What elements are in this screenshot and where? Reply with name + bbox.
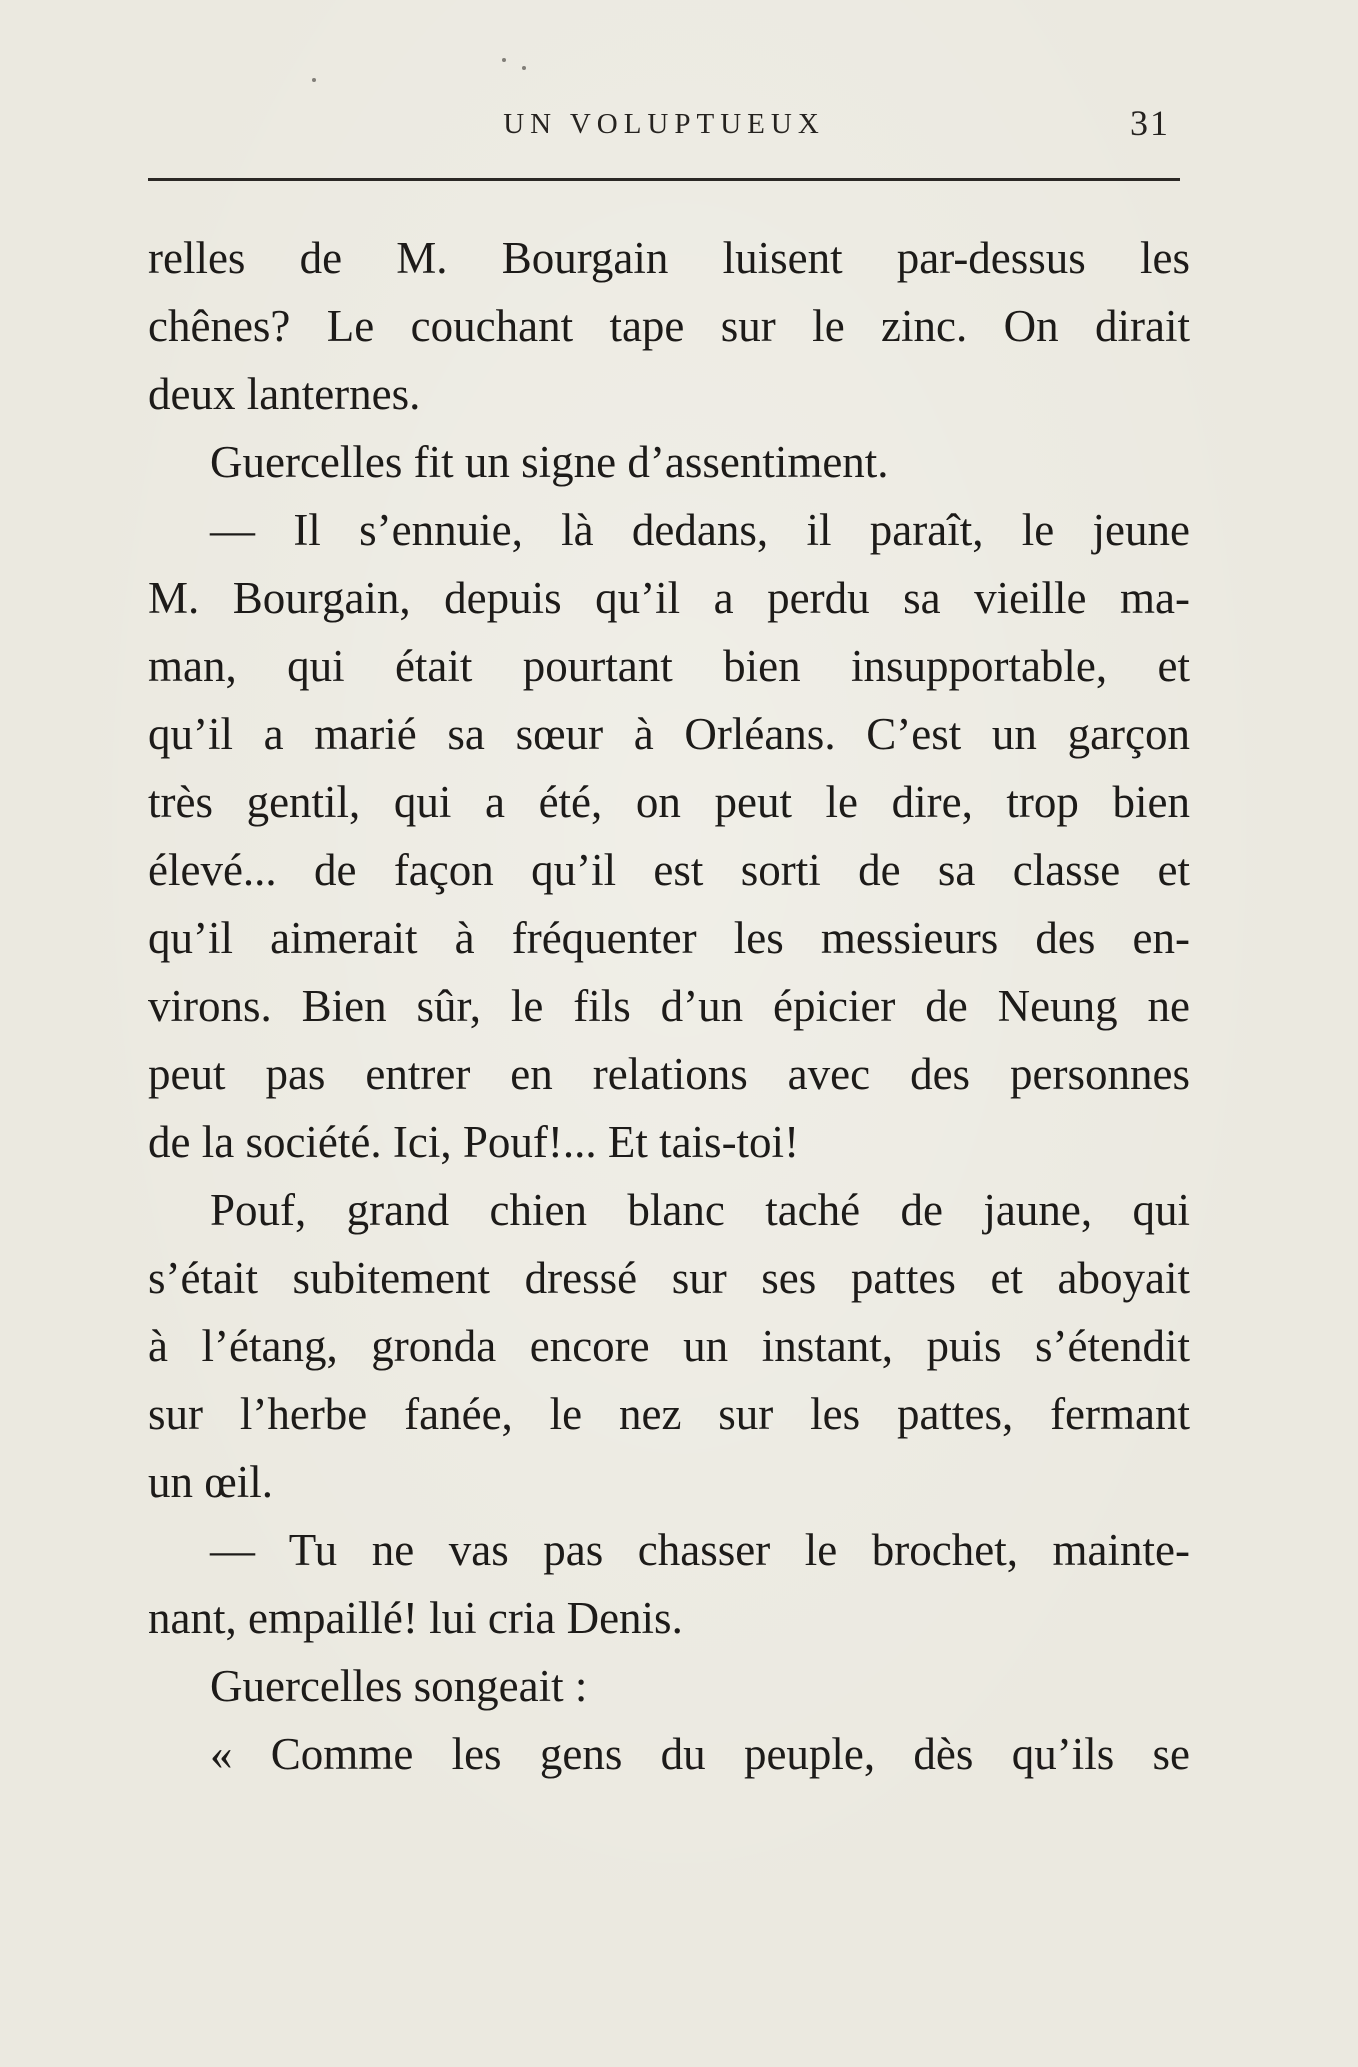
running-title: UN VOLUPTUEUX xyxy=(503,108,825,140)
text-line: de la société. Ici, Pouf!... Et tais-toi! xyxy=(148,1117,800,1167)
text-line: Guercelles songeait : xyxy=(210,1661,588,1711)
text-line: peut pas entrer en relations avec des personnes xyxy=(148,1049,1190,1099)
text-line: qu’il aimerait à fréquenter les messieurs des en- xyxy=(148,913,1190,963)
body-text xyxy=(148,224,1190,1788)
page-header xyxy=(148,100,1180,160)
ink-speck xyxy=(502,58,506,62)
text-line: « Comme les gens du peuple, dès qu’ils se xyxy=(210,1729,1190,1779)
ink-speck xyxy=(522,66,526,70)
text-line: Guercelles fit un signe d’assentiment. xyxy=(210,437,889,487)
text-line: s’était subitement dressé sur ses pattes et aboyait xyxy=(148,1253,1190,1303)
text-line: — Tu ne vas pas chasser le brochet, mainte- xyxy=(210,1525,1190,1575)
text-line: à l’étang, gronda encore un instant, puis s’étendit xyxy=(148,1321,1190,1371)
text-line: sur l’herbe fanée, le nez sur les pattes, fermant xyxy=(148,1389,1190,1439)
text-line: relles de M. Bourgain luisent par-dessus les xyxy=(148,233,1190,283)
text-line: — Il s’ennuie, là dedans, il paraît, le jeune xyxy=(210,505,1190,555)
text-line: nant, empaillé! lui cria Denis. xyxy=(148,1593,683,1643)
text-line: un œil. xyxy=(148,1457,274,1507)
text-line: élevé... de façon qu’il est sorti de sa classe et xyxy=(148,845,1190,895)
text-line: chênes? Le couchant tape sur le zinc. On dirait xyxy=(148,301,1190,351)
text-line: M. Bourgain, depuis qu’il a perdu sa vieille ma- xyxy=(148,573,1190,623)
text-line: man, qui était pourtant bien insupportable, et xyxy=(148,641,1190,691)
ink-speck xyxy=(312,78,316,82)
text-line: très gentil, qui a été, on peut le dire, trop bien xyxy=(148,777,1190,827)
text-line: deux lanternes. xyxy=(148,369,421,419)
text-line: qu’il a marié sa sœur à Orléans. C’est un garçon xyxy=(148,709,1190,759)
page-number: 31 xyxy=(1130,103,1170,143)
text-line: virons. Bien sûr, le fils d’un épicier de Neung ne xyxy=(148,981,1190,1031)
header-rule xyxy=(148,178,1180,181)
text-line: Pouf, grand chien blanc taché de jaune, qui xyxy=(210,1185,1190,1235)
